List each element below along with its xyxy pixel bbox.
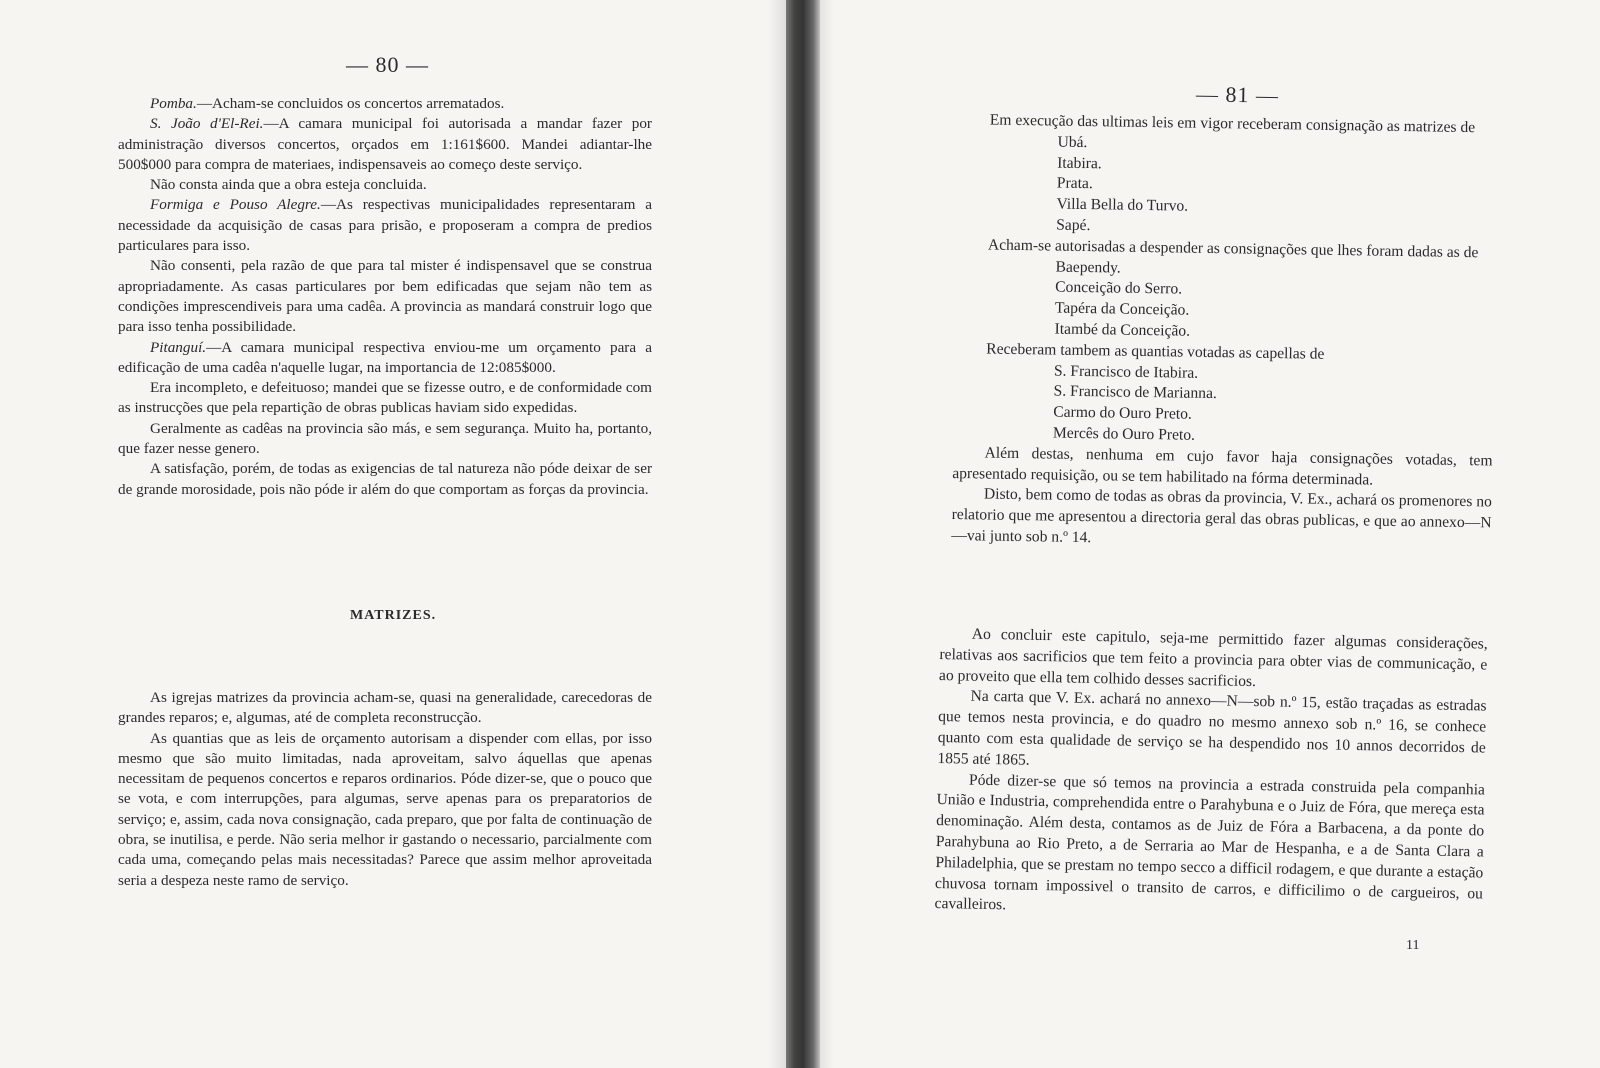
list-item: Conceição do Serro. — [1055, 278, 1183, 298]
paragraph-ao-concluir: Ao concluir este capitulo, seja-me permittido fazer algumas considerações, relativas aos sacrificios que tem feito a provincia para obter vias de communicação, e ao proveito que ella tem colhido desses sacrificios. — [938, 625, 1488, 690]
paragraph-execucao: Em execução das ultimas leis em vigor receberam consignação as matrizes de — [989, 111, 1476, 137]
list-item: Tapéra da Conceição. — [1054, 299, 1190, 319]
paragraph-pode-dizer: Póde dizer-se que só temos na provincia a estrada construida pela companhia União e Industria, comprehendida entre o Parahybuna e o Juiz de Fóra, que mereça esta denominação. Além desta, contamos as de Juiz de Fóra a Barbacena, a da ponte do Parahybuna ao Rio Preto, a de Serraria ao Mar de Hespanha, e a de Santa Clara a Philadelphia, que se prestam no tempo secco a difficil rodagem, e que durante a estação chuvosa tornam impossivel o transito de carros, e difficilimo o de cargueiros, ou cavalleiros. — [934, 771, 1486, 914]
place-name: Pitanguí. — [150, 338, 207, 356]
paragraph-text: —Acham-se concluidos os concertos arrematados. — [196, 95, 505, 112]
paragraph-text: —A camara municipal foi autorisada a mandar fazer por administração diversos concertos, orçados em 1:161$600. Mandei adiantar-lhe 500$000 para compra de materiaes, indispensaveis ao começo deste serviço. — [118, 115, 652, 173]
paragraph-nao-consenti: Não consenti, pela razão de que para tal mister é indispensavel que se construa apropriadamente. As casas particulares por bem edificadas que sejam não tem as condições imprescendiveis para uma cadêa. A provincia as mandará construir logo que para isso tenha possibilidade. — [118, 257, 652, 336]
paragraph-nao-consta: Não consta ainda que a obra esteja concluida. — [150, 176, 427, 194]
right-text-block — [951, 110, 1498, 555]
paragraph-capellas: Receberam tambem as quantias votadas as capellas de — [986, 340, 1325, 363]
place-name: Formiga e Pouso Alegre. — [150, 196, 321, 214]
section-heading-matrizes: MATRIZES. — [350, 608, 437, 623]
list-item: Sapé. — [1056, 216, 1091, 235]
list-item: S. Francisco de Itabira. — [1053, 362, 1199, 382]
paragraph-satisfacao: A satisfação, porém, de todas as exigencias de tal natureza não póde deixar de ser de grande morosidade, pois não póde ir além do que comportam as forças da provincia. — [118, 460, 652, 498]
paragraph-na-carta: Na carta que V. Ex. achará no annexo—N—sob n.º 15, estão traçadas as estradas que temos nesta provincia, e do quadro no mesmo annexo sob n.º 16, se conhece quanto com esta qualidade de serviço se ha despendido nos 10 annos decorridos de 1855 até 1865. — [937, 687, 1487, 769]
signature-mark: 11 — [1406, 938, 1420, 953]
right-text-block-2 — [934, 624, 1487, 926]
list-item: Ubá. — [1057, 133, 1088, 151]
paragraph-pomba — [118, 94, 652, 114]
page-number-right: — 81 — — [1195, 81, 1280, 108]
paragraph-igrejas: As igrejas matrizes da provincia acham-se, quasi na generalidade, carecedoras de grandes reparos; e, algumas, até de completa reconstrucção. — [118, 689, 652, 727]
paragraph-autorisadas: Acham-se autorisadas a despender as consignações que lhes foram dadas as de — [987, 236, 1479, 261]
paragraph-alem-destas: Além destas, nenhuma em cujo favor haja consignações votadas, tem apresentado requisição, ou se tem habilitado na fórma determinada. — [952, 444, 1493, 489]
list-item: Villa Bella do Turvo. — [1056, 195, 1189, 215]
capellas-list — [1053, 361, 1494, 451]
list-item: Itabira. — [1057, 154, 1102, 172]
matrizes-list-1 — [1056, 132, 1498, 243]
paragraph-text: —As respectivas municipalidades representaram a necessidade da acquisição de casas para prisão, e proposeram a compra de predios particulares para isso. — [118, 196, 652, 255]
place-name: S. João d'El-Rei. — [150, 115, 264, 133]
list-item: Itambé da Conceição. — [1054, 320, 1191, 340]
paragraph-pitangui — [118, 338, 652, 379]
matrizes-list-2 — [1054, 257, 1495, 347]
paragraph-sao-joao — [118, 114, 652, 175]
matrizes-text-block — [118, 688, 652, 891]
paragraph-formiga — [118, 195, 652, 256]
list-item: Carmo do Ouro Preto. — [1053, 403, 1192, 423]
paragraph-cadeas: Geralmente as cadêas na provincia são más, e sem segurança. Muito ha, portanto, que fazer nesse genero. — [118, 419, 652, 458]
paragraph-incompleto: Era incompleto, e defeituoso; mandei que se fizesse outro, e de conformidade com as instrucções que pela repartição de obras publicas haviam sido expedidas. — [118, 379, 652, 417]
left-text-block — [118, 94, 652, 500]
list-item: Mercês do Ouro Preto. — [1052, 424, 1196, 444]
list-item: Prata. — [1056, 174, 1093, 193]
list-item: Baependy. — [1055, 258, 1121, 277]
book-gutter — [786, 0, 820, 1068]
list-item: S. Francisco de Marianna. — [1053, 382, 1217, 403]
page-number-left: — 80 — — [346, 52, 429, 77]
paragraph-text: —A camara municipal respectiva enviou-me um orçamento para a edificação de uma cadêa n'aquelle lugar, na importancia de 12:085$000. — [118, 338, 652, 376]
paragraph-quantias: As quantias que as leis de orçamento autorisam a dispender com ellas, por isso mesmo que são muito limitadas, nada aproveitam, salvo áquellas que apenas necessitam de pequenos concertos e reparos ordinarios. Póde dizer-se, que o pouco que se vota, e com interrupções, para algumas, serve apenas para os preparatorios de serviço; e, assim, cada nova consignação, cada preparo, que por falta de continuação de obra, se inutilisa, e perde. Não seria melhor ir gastando o necessario, parcialmente com cada uma, começando pelas mais necessitadas? Parece que assim melhor aproveitada seria a despeza neste ramo de serviço. — [118, 729, 652, 889]
place-name: Pomba. — [150, 95, 197, 112]
paragraph-disto: Disto, bem como de todas as obras da provincia, V. Ex., achará os promenores no relatorio que me apresentou a directoria geral das obras publicas, e que ao annexo—N—vai junto sob n.º 14. — [951, 485, 1493, 547]
